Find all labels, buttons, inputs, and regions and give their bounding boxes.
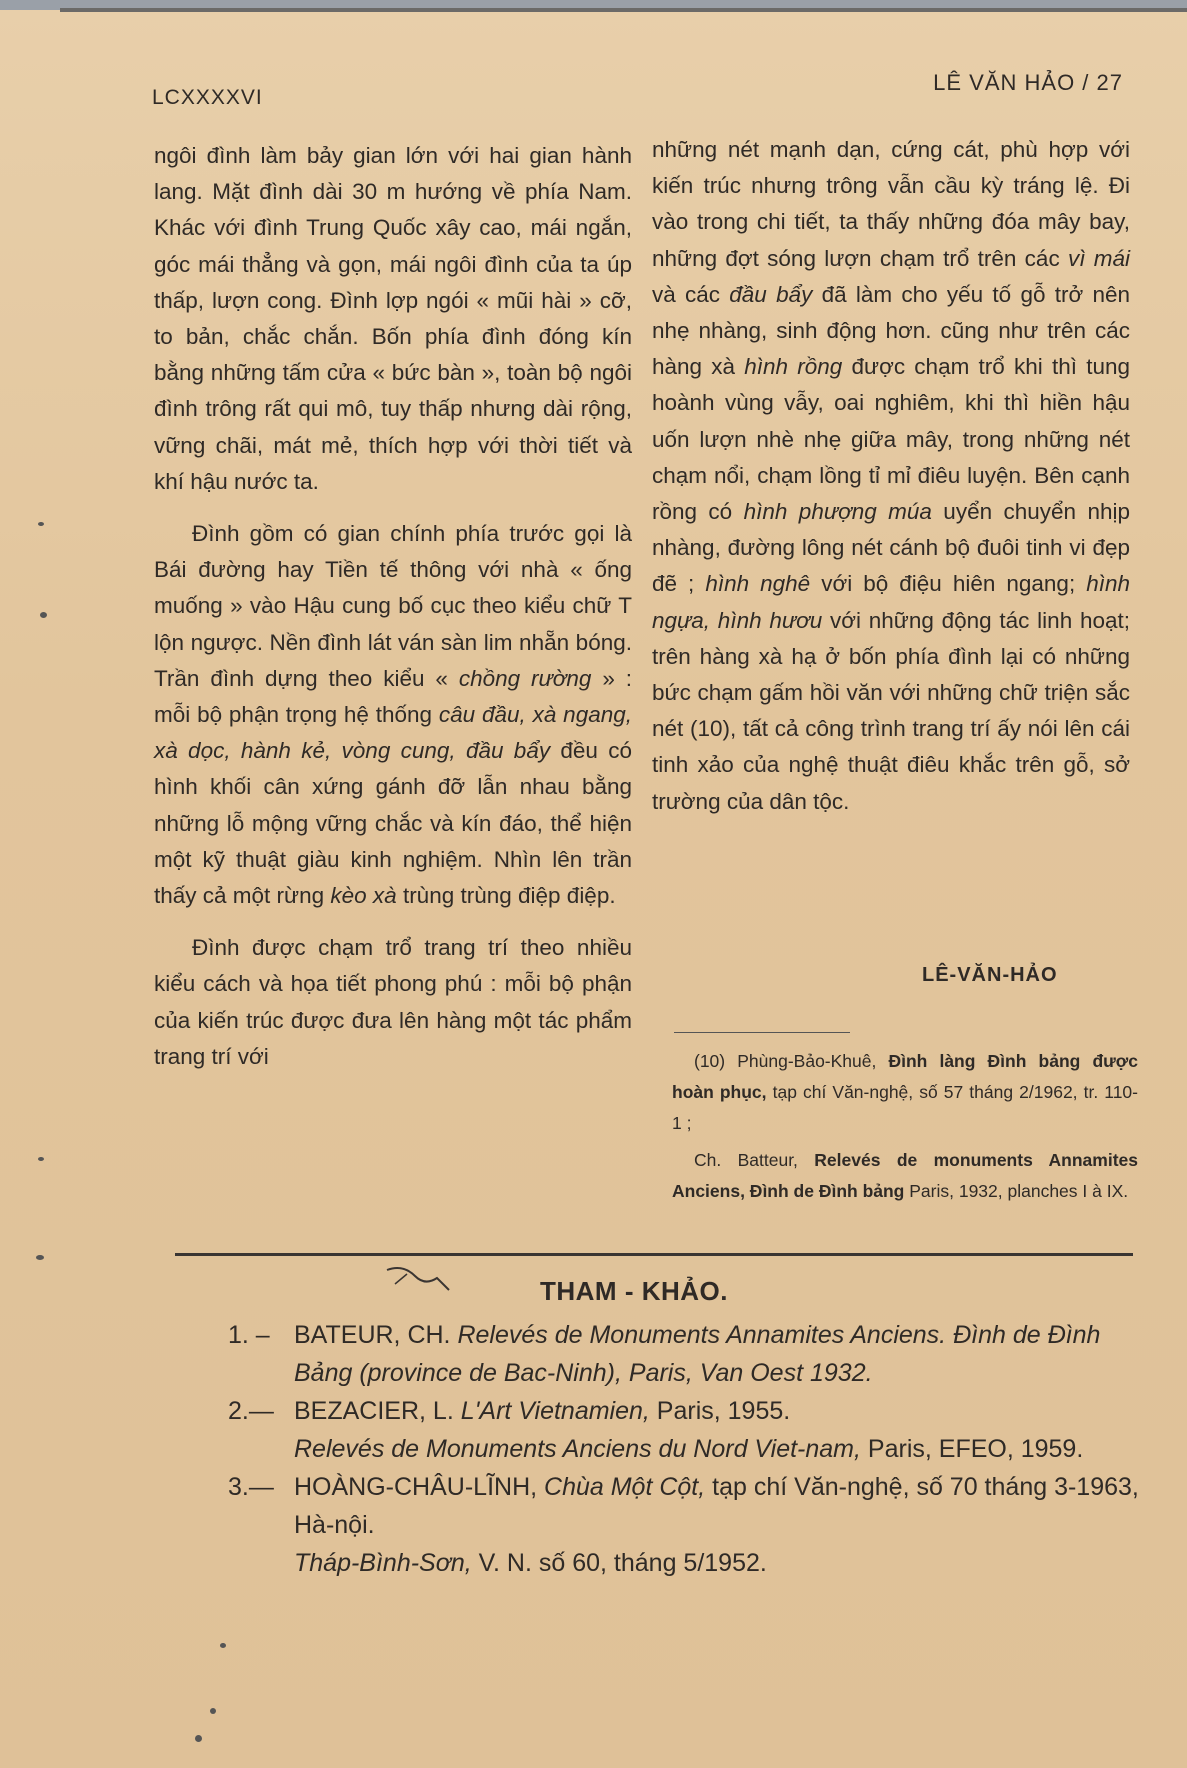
references-list (228, 1316, 1144, 1582)
text-run: với những động tác linh hoạt; trên hàng xà hạ ở bốn phía đình lại có những bức chạm gấm hồi văn với những chữ triện sắc nét (10), tất cả công trình trang trí ấy nói lên cái tinh xảo của nghệ thuật điêu khắc trên gỗ, sở trường của dân tộc. (652, 607, 1130, 814)
reference-line (294, 1544, 1144, 1582)
left-column (154, 138, 632, 1075)
text-run: Đình gồm có gian chính phía trước gọi là Bái đường hay Tiền tế thông với nhà « ống muống » vào Hậu cung bố cục theo kiểu chữ T lộn ngược. Nền đình lát ván sàn lim nhẵn bóng. Trần đình dựng theo kiểu « (154, 521, 632, 691)
italic-term: hình rồng (744, 354, 843, 380)
reference-title: Relevés de Monuments Anciens du Nord Viet-nam, (294, 1435, 861, 1463)
reference-title: Relevés de Monuments Annamites Anciens. Đình de Đình Bảng (province de Bac-Ninh), Paris, Van Oest 1932. (294, 1321, 1101, 1387)
bold-title: Relevés de monuments Annamites Anciens, Đình de Đình bảng (672, 1150, 1138, 1201)
italic-term: hình nghê (705, 571, 811, 597)
text-run: V. N. số 60, tháng 5/1952. (471, 1549, 767, 1577)
running-header-left: LCXXXXVI (152, 86, 263, 109)
right-paragraph (652, 132, 1130, 820)
reference-title: Chùa Một Cột, (544, 1473, 706, 1501)
text-run: được chạm trổ khi thì tung hoành vùng vẫy, oai nghiêm, khi thì hiền hậu uốn lượn nhè nhẹ giữa mây, trong những nét chạm nổi, chạm lồng tỉ mỉ điêu luyện. Bên cạnh rồng có (652, 354, 1131, 525)
text-run: và các (652, 281, 730, 307)
reference-title: Tháp-Bình-Sơn, (294, 1549, 472, 1577)
left-paragraph-3: Đình được chạm trổ trang trí theo nhiều kiểu cách và họa tiết phong phú : mỗi bộ phận của kiến trúc được đưa lên hàng một tác phẩm trang trí với (154, 935, 632, 1069)
running-header-right: LÊ VĂN HẢO / 27 (933, 70, 1123, 95)
text-run: » : mỗi bộ phận trọng hệ thống (154, 665, 632, 728)
paper-speck (195, 1735, 202, 1742)
reference-author: BATEUR, CH. (294, 1321, 458, 1349)
text-run: những nét mạnh dạn, cứng cát, phù hợp với kiến trúc nhưng trông vẫn cầu kỳ tráng lệ. Đi vào trong chi tiết, ta thấy những đóa mây bay, những đợt sóng lượn chạm trổ trên các (652, 137, 1130, 271)
reference-author: HOÀNG-CHÂU-LĨNH, (294, 1473, 545, 1501)
reference-number: 2.— (228, 1397, 274, 1425)
reference-title: L'Art Vietnamien, (460, 1397, 650, 1425)
italic-term: kèo xà (330, 883, 397, 909)
bold-title: Đình làng Đình bảng được hoàn phục, (672, 1051, 1138, 1102)
left-paragraph-2 (154, 516, 632, 914)
left-paragraph-1: ngôi đình làm bảy gian lớn với hai gian hành lang. Mặt đình dài 30 m hướng về phía Nam. Khác với đình Trung Quốc xây cao, mái ngắn, góc mái thẳng và gọn, mái ngôi đình của ta úp thấp, lượn cong. Đình lợp ngói « mũi hài » cỡ, to bản, chắc chắn. Bốn phía đình đóng kín bằng những tấm cửa « bức bàn », toàn bộ ngôi đình trông rất qui mô, tuy thấp nhưng dài rộng, vững chãi, mát mẻ, thích hợp với thời tiết và khí hậu nước ta. (154, 143, 632, 494)
text-run: Ch. Batteur, (694, 1150, 815, 1170)
text-run: tạp chí Văn-nghệ, số 57 tháng 2/1962, tr. 110- 1 ; (672, 1082, 1138, 1133)
text-run: đều có hình khối cân xứng gánh đỡ lẫn nhau bằng những lỗ mộng vững chắc và kín đáo, thể hiện một kỹ thuật giàu kinh nghiệm. Nhìn lên trần thấy cả một rừng (154, 738, 632, 909)
footnote-10 (672, 1046, 1138, 1139)
text-run: với bộ điệu hiên ngang; (810, 571, 1087, 597)
reference-number: 1. – (228, 1321, 270, 1349)
reference-item-1 (228, 1316, 1144, 1392)
reference-line (294, 1392, 1144, 1430)
author-signature: LÊ-VĂN-HẢO (922, 964, 1058, 986)
text-run: (10) Phùng-Bảo-Khuê, (694, 1051, 889, 1071)
footnote-10-cont (672, 1145, 1138, 1207)
paper-speck (210, 1708, 216, 1714)
reference-line (294, 1468, 1144, 1544)
reference-line (294, 1430, 1144, 1468)
reference-item-3 (228, 1468, 1144, 1582)
text-run: uyển chuyển nhịp nhàng, đường lông nét cánh bộ đuôi tinh vi đẹp đẽ ; (652, 499, 1130, 597)
text-run: tạp chí Văn-nghệ, số 70 tháng 3-1963, Hà-nội. (294, 1473, 1139, 1539)
text-run: trùng trùng điệp điệp. (396, 883, 616, 909)
reference-author: BEZACIER, L. (294, 1397, 461, 1425)
footnotes (672, 1046, 1138, 1207)
italic-term: chồng rường (458, 665, 592, 691)
text-run: Paris, 1932, planches I à IX. (904, 1181, 1129, 1201)
paper-speck (38, 1157, 44, 1161)
italic-term: hình phượng múa (743, 499, 932, 525)
footnote-rule (674, 1032, 850, 1033)
section-rule (175, 1253, 1133, 1256)
references-title: THAM - KHẢO. (540, 1276, 728, 1306)
paper-speck (220, 1643, 226, 1648)
reference-number: 3.— (228, 1473, 274, 1501)
flourish-ornament (385, 1262, 455, 1296)
italic-term: hình ngựa, hình hươu (652, 571, 1131, 633)
italic-term: vì mái (1067, 245, 1130, 271)
text-run: Paris, EFEO, 1959. (860, 1435, 1084, 1463)
italic-term: câu đầu, xà ngang, xà dọc, hành kẻ, vòng cung, đầu bẩy (154, 702, 633, 764)
paper-speck (38, 522, 44, 526)
paper-speck (36, 1255, 44, 1260)
paper-speck (40, 612, 47, 618)
text-run: Paris, 1955. (649, 1397, 791, 1425)
text-run: đã làm cho yếu tố gỗ trở nên nhẹ nhàng, sinh động hơn. cũng như trên các hàng xà (652, 281, 1131, 380)
right-column (652, 132, 1130, 820)
italic-term: đầu bẩy (729, 281, 813, 307)
reference-item-2 (228, 1392, 1144, 1468)
scan-top-shadow (60, 8, 1187, 12)
